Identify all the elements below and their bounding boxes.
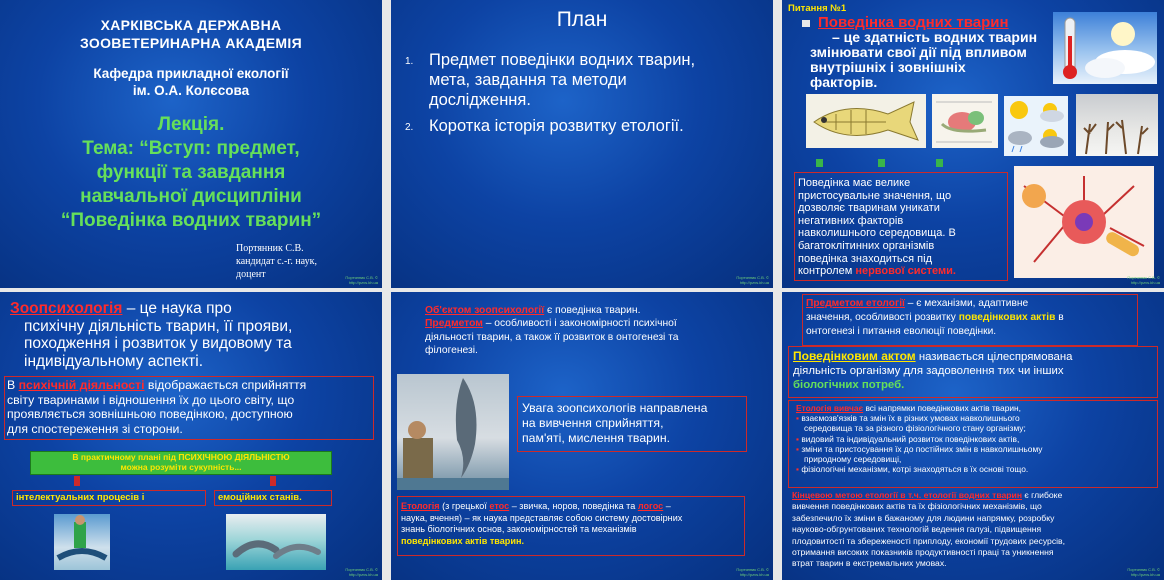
ethology-c: – звичка, норов, поведінка та: [511, 501, 636, 511]
zoo-def-line-2: психічну діяльність тварин, її прояви,: [24, 317, 293, 335]
watermark: [1127, 567, 1160, 577]
lecture-topic: [0, 113, 382, 233]
bullet-icon: ▪: [796, 443, 799, 454]
behavior-def-line-2: змінювати свої дії під впливом: [810, 44, 1027, 60]
winter-landscape-image: [1076, 94, 1158, 156]
watermark-line-1: Портянник С.В. ©: [1127, 567, 1160, 572]
academy-line-2: ЗООВЕТЕРИНАРНА АКАДЕМІЯ: [80, 35, 302, 51]
neuron-image: [1014, 166, 1154, 278]
final-goal-term: Кінцевою метою етології в т.ч. етології водних тварин: [792, 490, 1023, 500]
slide-2-plan[interactable]: [391, 0, 773, 288]
e1-c: в: [1058, 311, 1064, 323]
slide-5-object-subject[interactable]: [391, 292, 773, 580]
subject-line-1: – особливості і закономірності психічної: [485, 318, 677, 330]
author: [236, 242, 317, 281]
ethology-subject-term: Предметом етології: [806, 298, 905, 309]
watermark: [736, 567, 769, 577]
goal-line-4: плодовитості та збереженості приплоду, економії трудових ресурсів,: [792, 535, 1065, 546]
plan-item-1-line-1: Предмет поведінки водних тварин,: [429, 51, 696, 69]
zoo-def-line-1: – це наука про: [126, 300, 232, 317]
attention-line-1: Увага зоопсихологів направлена: [522, 401, 708, 415]
watermark: [1127, 275, 1160, 285]
banner-line-1: В практичному плані під ПСИХІЧНОЮ ДІЯЛЬНІСТЮ: [72, 452, 290, 462]
e1-d: онтогенезі і питання еволюції поведінки.: [806, 325, 997, 337]
behavior-act-term: Поведінковим актом: [793, 349, 916, 363]
goal-line-2: забезпечило їх зміни в бажаному для людини напрямку, розробку: [792, 512, 1055, 523]
dept-line-2: ім. О.А. Колєсова: [132, 83, 250, 98]
dolphin-jump-image: [397, 374, 509, 490]
question-label: Питання №1: [788, 3, 847, 14]
slide-3-question-1[interactable]: [782, 0, 1164, 288]
object-term: Об'єктом зоопсихології: [425, 305, 545, 316]
bullet-3-line-1: зміни та пристосування їх до постійних змін в навколишньому: [801, 443, 1043, 454]
watermark-line-1: Портянник С.В. ©: [345, 567, 378, 572]
e3-a: всі напрямки поведінкових актів тварин,: [865, 403, 1021, 413]
p-line-1: відображається сприйняття: [147, 378, 307, 392]
attention-text: [522, 401, 746, 446]
behavior-definition: [810, 15, 1046, 90]
plan-item-1-line-3: дослідження.: [429, 91, 531, 109]
zoo-def-line-3: походження і розвиток у видовому та: [24, 335, 292, 352]
ethology-a: (з грецької: [442, 501, 487, 511]
plan-item-1-line-2: мета, завдання та методи: [429, 71, 627, 89]
trainer-dolphin-image: [54, 514, 110, 570]
ethology-e: –: [665, 501, 671, 511]
goal-line-3: науково-обгрунтованих технологій ведення галузі, підвищення: [792, 524, 1042, 535]
watermark-line-1: Портянник С.В. ©: [345, 275, 378, 280]
emotional-states: емоційних станів.: [218, 492, 302, 503]
watermark-line-2: http://pzvs.kh.ua: [739, 280, 769, 285]
nervous-system-text: [798, 177, 1004, 278]
goal-line-6: втрат тварин в екстремальних умовах.: [792, 558, 947, 569]
lecture-line-3: функції та завдання: [96, 162, 286, 183]
lecture-line-5: “Поведінка водних тварин”: [60, 210, 322, 231]
bullet-icon: ▪: [796, 433, 799, 444]
ethology-studies-term: Етологія вивчає: [796, 403, 864, 413]
bullet-icon: [802, 20, 810, 27]
department: [0, 65, 382, 99]
box-line-2: пристосувальне значення, що: [798, 189, 952, 202]
intellectual-processes: інтелектуальних процесів і: [16, 492, 145, 503]
watermark-line-2: http://pzvs.kh.ua: [739, 572, 769, 577]
e2-a: називається цілеспрямована: [918, 351, 1073, 363]
ethos-term: етос: [489, 501, 510, 511]
behavior-term: Поведінка водних тварин: [818, 14, 1009, 31]
plan-item-1: [405, 50, 765, 116]
plan-item-2: [405, 116, 765, 140]
thermometer-sky-image: [1053, 12, 1157, 84]
arrow-down-icon: [816, 159, 823, 167]
watermark: [345, 275, 378, 285]
p-line-4: для спостереження зі сторони.: [7, 421, 183, 436]
ethology-subject-text: [806, 297, 1138, 338]
lecture-line-2: Тема: “Вступ: предмет,: [82, 138, 300, 159]
dept-line-1: Кафедра прикладної екології: [93, 66, 289, 81]
arrow-down-icon: [74, 476, 80, 486]
author-line-1: Портянник С.В.: [236, 243, 304, 254]
arrow-down-icon: [878, 159, 885, 167]
e2-b: діяльність організму для задоволення тих чи інших: [793, 365, 1064, 377]
goal-line-1: вивчення поведінкових актів та їх фізіологічних механізмів, що: [792, 501, 1042, 512]
ethology-line-2: наука, вчення) – як наука представляє собою систему достовірних: [401, 512, 683, 523]
bullet-2-line-1: видовий та індивідуальний розвиток поведінкових актів,: [801, 433, 1020, 444]
bullet-3-line-2: природному середовищі,: [804, 454, 902, 465]
box-line-1: Поведінка має велике: [798, 177, 911, 189]
plan-item-2-num: 2.: [405, 122, 414, 133]
watermark-line-1: Портянник С.В. ©: [1127, 275, 1160, 280]
plan-list: [405, 50, 765, 140]
e1-b: значення, особливості розвитку: [806, 311, 956, 323]
box-line-3: дозволяє тваринам уникати: [798, 202, 940, 215]
bullet-4-line-1: фізіологічні механізми, котрі знаходяться в їх основі тощо.: [801, 464, 1029, 475]
subject-term: Предметом: [425, 318, 483, 330]
watermark-line-1: Портянник С.В. ©: [736, 275, 769, 280]
goal-line-5: отримання високих показників продуктивності праці та уникнення: [792, 547, 1054, 558]
ethology-studies-text: [796, 403, 1154, 474]
zoopsychology-term: Зоопсихологія: [10, 300, 123, 317]
ethology-term: Етологія: [401, 501, 440, 511]
bullet-icon: ▪: [796, 413, 799, 424]
behavior-def-line-3: внутрішніх і зовнішніх: [810, 59, 966, 75]
practical-sense-banner: [30, 451, 332, 475]
behavior-act-text: [793, 349, 1155, 392]
p-line-3: проявляється зовнішньою поведінкою, доступною: [7, 407, 293, 421]
object-rest: є поведінка тварин.: [547, 305, 641, 316]
slide-4-zoopsychology[interactable]: [0, 292, 382, 580]
watermark: [345, 567, 378, 577]
biological-needs-hl: біологічних потреб.: [793, 379, 905, 391]
arrow-down-icon: [936, 159, 943, 167]
fish-anatomy-image: [806, 94, 926, 148]
e4-a: є глибоке: [1024, 490, 1063, 500]
zoopsychology-definition: [10, 300, 378, 370]
box-line-6: багатоклітинних організмів: [798, 239, 935, 252]
behavior-def-line-1: – це здатність водних тварин: [832, 29, 1038, 45]
psychic-activity-term: психічній діяльності: [18, 378, 145, 392]
behavior-acts-hl: поведінкових актів: [958, 311, 1056, 323]
slide-1-title[interactable]: [0, 0, 382, 288]
watermark-line-2: http://pzvs.kh.ua: [348, 572, 378, 577]
plan-item-1-num: 1.: [405, 56, 414, 67]
academy-name: [0, 16, 382, 52]
watermark-line-2: http://pzvs.kh.ua: [1130, 572, 1160, 577]
psychic-activity-text: [7, 378, 373, 436]
behavior-acts-highlight: поведінкових актів тварин.: [401, 536, 524, 547]
lecture-line-4: навчальної дисципліни: [80, 186, 302, 207]
bullet-1-line-1: взаємозв'язків та змін їх в різних умовах навколишнього: [801, 413, 1020, 424]
watermark-line-2: http://pzvs.kh.ua: [348, 280, 378, 285]
zoo-def-line-4: індивідуальному аспекті.: [24, 352, 203, 370]
e1-a: – є механізми, адаптивне: [907, 298, 1029, 309]
banner-line-2: можна розуміти сукупність...: [120, 462, 242, 472]
academy-line-1: ХАРКІВСЬКА ДЕРЖАВНА: [100, 17, 282, 33]
thermometer-icon: [1053, 12, 1157, 84]
plan-title: План: [556, 8, 608, 31]
arrow-down-icon: [270, 476, 276, 486]
p-line-2: світу тваринами і відношення їх до цього світу, що: [7, 392, 295, 407]
behavior-def-line-4: факторів.: [810, 74, 878, 90]
watermark: [736, 275, 769, 285]
p-pre: В: [7, 378, 16, 392]
ethology-text: [401, 501, 743, 548]
box-line-5: навколишнього середовища. В: [798, 227, 956, 240]
author-line-2: кандидат с.-г. наук,: [236, 256, 317, 267]
plan-item-2-line-1: Коротка історія розвитку етології.: [429, 117, 684, 135]
box-line-8: контролем: [798, 265, 853, 278]
subject-line-3: філогенезі.: [425, 344, 478, 356]
attention-line-3: пам'яті, мислення тварин.: [522, 431, 671, 445]
logos-term: логос: [637, 501, 664, 511]
watermark-line-2: http://pzvs.kh.ua: [1130, 280, 1160, 285]
dolphins-image: [226, 514, 326, 570]
nervous-system-highlight: нервової системи.: [855, 265, 956, 278]
author-line-3: доцент: [236, 269, 266, 280]
box-line-7: поведінка знаходиться під: [798, 252, 932, 265]
attention-line-2: на вивчення сприйняття,: [522, 416, 664, 430]
lecture-line-1: Лекція.: [157, 114, 225, 135]
box-line-4: негативних факторів: [798, 214, 904, 227]
subject-line-2: діяльності тварин, а також її розвиток в онтогенезі та: [425, 331, 679, 343]
bullet-icon: ▪: [796, 464, 799, 475]
slide-6-ethology[interactable]: [782, 292, 1164, 580]
final-goal-text: [792, 490, 1156, 570]
weather-icons-image: [1004, 96, 1068, 156]
brain-diagram-image: [932, 94, 998, 148]
ethology-line-3: знань біологічних основ, закономірностей та механізмів: [401, 524, 637, 535]
bullet-1-line-2: середовища та за різного фізіологічного стану організму;: [804, 423, 1026, 434]
object-subject-text: [425, 304, 765, 357]
watermark-line-1: Портянник С.В. ©: [736, 567, 769, 572]
